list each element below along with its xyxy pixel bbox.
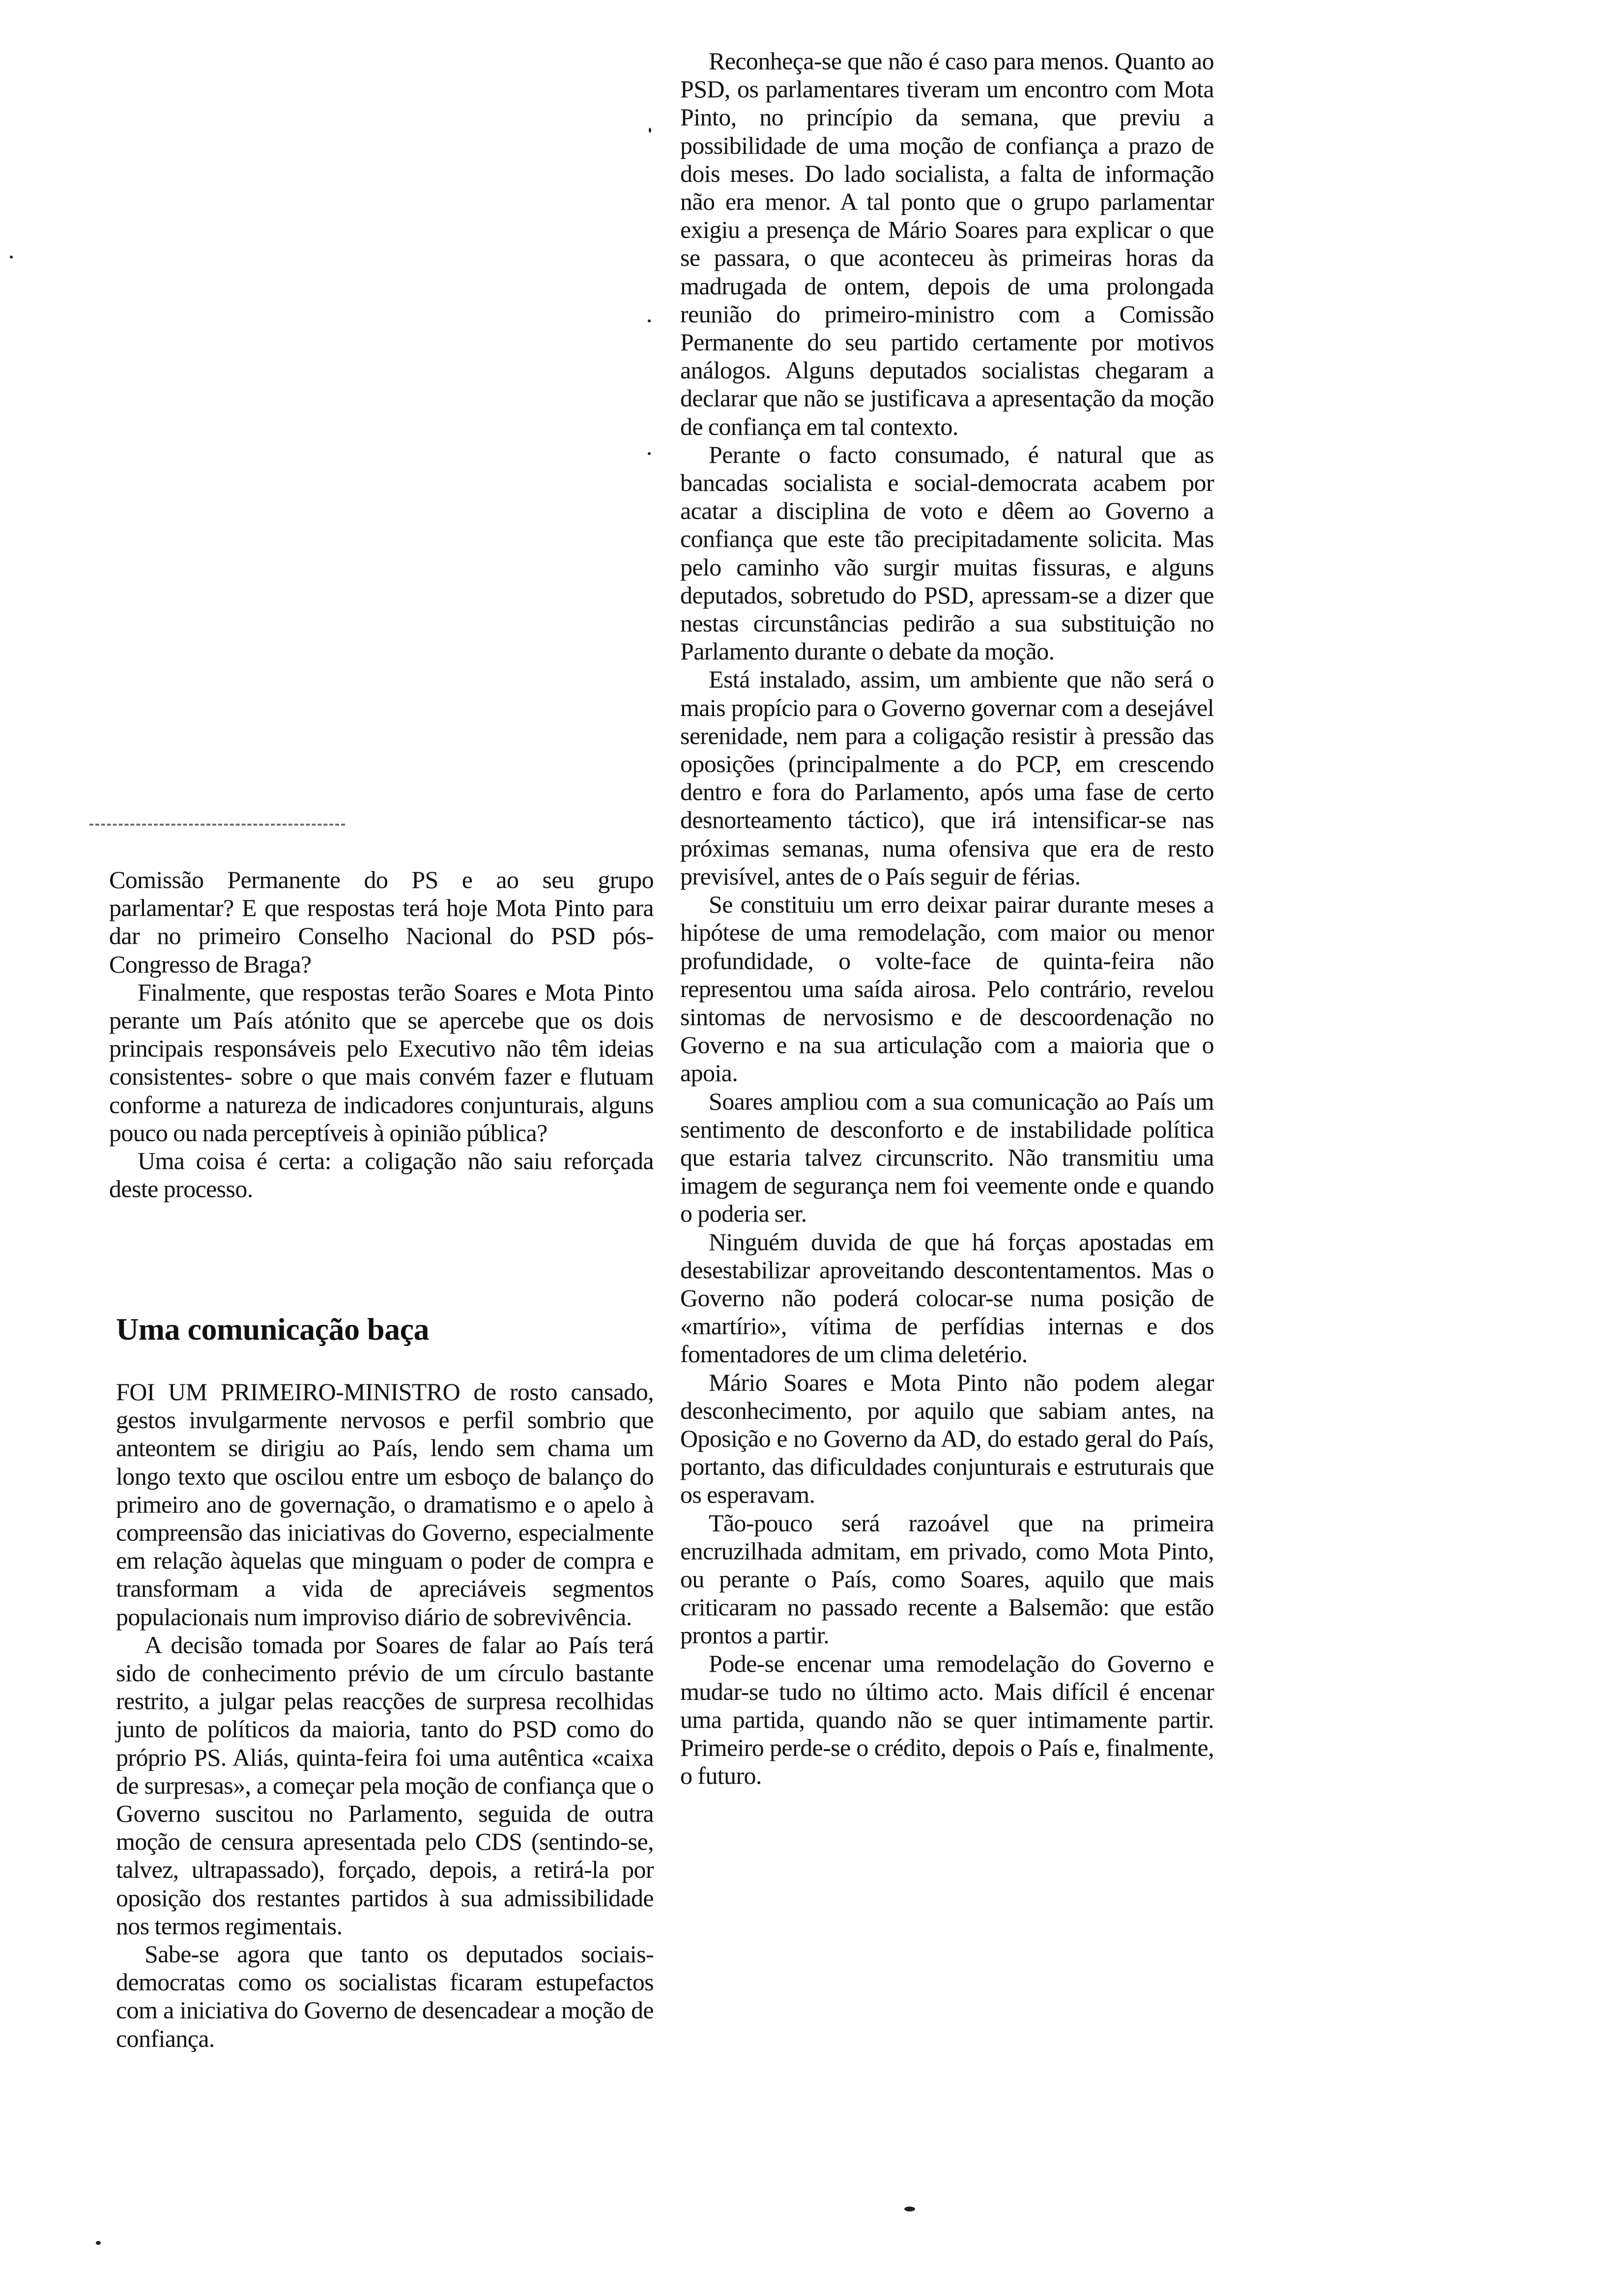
paragraph: Ninguém duvida de que há forças apostadas em desestabilizar aproveitando descontentamentos. Mas o Governo não poderá colocar-se numa posição de «martírio», vítima de perfídias internas e dos fomentadores de um clima deletério.: [680, 1228, 1214, 1368]
lead-paragraph: FOI UM PRIMEIRO-MINISTRO de rosto cansado, gestos invulgarmente nervosos e perfil sombrio que anteontem se dirigiu ao País, lendo sem chama um longo texto que oscilou entre um esboço de balanço do primeiro ano de governação, o dramatismo e o apelo à compreensão das iniciativas do Governo, especialmente em relação àquelas que minguam o poder de compra e transformam a vida de apreciáveis segmentos populacionais num improviso diário de sobrevivência.: [116, 1378, 654, 1631]
scan-speck: [96, 2241, 101, 2245]
paragraph: Finalmente, que respostas terão Soares e Mota Pinto perante um País atónito que se apercebe que os dois principais responsáveis pelo Executivo não têm ideias consistentes- sobre o que mais convém fazer e flutuam conforme a natureza de indicadores conjunturais, alguns pouco ou nada perceptíveis à opinião pública?: [109, 978, 654, 1147]
clipping-edge-rule: [89, 824, 345, 826]
scan-speck: [648, 452, 651, 455]
paragraph: Mário Soares e Mota Pinto não podem alegar desconhecimento, por aquilo que sabiam antes, na Oposição e no Governo da AD, do estado geral do País, portanto, das dificuldades conjunturais e estruturais que os esperavam.: [680, 1368, 1214, 1509]
paragraph: Perante o facto consumado, é natural que as bancadas socialista e social-democrata acabem por acatar a disciplina de voto e dêem ao Governo a confiança que este tão precipitadamente solicita. Mas pelo caminho vão surgir muitas fissuras, e alguns deputados, sobretudo do PSD, apressam-se a dizer que nestas circunstâncias pedirão a sua substituição no Parlamento durante o debate da moção.: [680, 440, 1214, 665]
scan-speck: [904, 2207, 915, 2211]
paragraph: Se constituiu um erro deixar pairar durante meses a hipótese de uma remodelação, com maior ou menor profundidade, o volte-face de quinta-feira não representou uma saída airosa. Pelo contrário, revelou sintomas de nervosismo e de descoordenação no Governo e na sua articulação com a maioria que o apoia.: [680, 890, 1214, 1087]
paragraph: Uma coisa é certa: a coligação não saiu reforçada deste processo.: [109, 1147, 654, 1203]
left-column-continuation: [109, 866, 654, 1203]
scan-speck: [10, 256, 13, 258]
right-column: [680, 47, 1214, 1790]
scan-speck: [649, 128, 651, 133]
paragraph: Sabe-se agora que tanto os deputados sociais-democratas como os socialistas ficaram estupefactos com a iniciativa do Governo de desencadear a moção de confiança.: [116, 1940, 654, 2052]
paragraph: Reconheça-se que não é caso para menos. Quanto ao PSD, os parlamentares tiveram um encontro com Mota Pinto, no princípio da semana, que previu a possibilidade de uma moção de confiança a prazo de dois meses. Do lado socialista, a falta de informação não era menor. A tal ponto que o grupo parlamentar exigiu a presença de Mário Soares para explicar o que se passara, o que aconteceu às primeiras horas da madrugada de ontem, depois de uma prolongada reunião do primeiro-ministro com a Comissão Permanente do seu partido certamente por motivos análogos. Alguns deputados socialistas chegaram a declarar que não se justificava a apresentação da moção de confiança em tal contexto.: [680, 47, 1214, 440]
paragraph: Pode-se encenar uma remodelação do Governo e mudar-se tudo no último acto. Mais difícil é encenar uma partida, quando não se quer intimamente partir. Primeiro perde-se o crédito, depois o País e, finalmente, o futuro.: [680, 1649, 1214, 1790]
scan-speck: [648, 319, 651, 322]
paragraph: Comissão Permanente do PS e ao seu grupo parlamentar? E que respostas terá hoje Mota Pinto para dar no primeiro Conselho Nacional do PSD pós-Congresso de Braga?: [109, 866, 654, 978]
paragraph: Soares ampliou com a sua comunicação ao País um sentimento de desconforto e de instabilidade política que estaria talvez circunscrito. Não transmitiu uma imagem de segurança nem foi veemente onde e quando o poderia ser.: [680, 1087, 1214, 1228]
section-heading: Uma comunicação baça: [116, 1312, 430, 1347]
paragraph: Está instalado, assim, um ambiente que não será o mais propício para o Governo governar com a desejável serenidade, nem para a coligação resistir à pressão das oposições (principalmente a do PCP, em crescendo dentro e fora do Parlamento, após uma fase de certo desnorteamento táctico), que irá intensificar-se nas próximas semanas, numa ofensiva que era de resto previsível, antes de o País seguir de férias.: [680, 665, 1214, 890]
paragraph: A decisão tomada por Soares de falar ao País terá sido de conhecimento prévio de um círculo bastante restrito, a julgar pelas reacções de surpresa recolhidas junto de políticos da maioria, tanto do PSD como do próprio PS. Aliás, quinta-feira foi uma autêntica «caixa de surpresas», a começar pela moção de confiança que o Governo suscitou no Parlamento, seguida de outra moção de censura apresentada pelo CDS (sentindo-se, talvez, ultrapassado), forçado, depois, a retirá-la por oposição dos restantes partidos à sua admissibilidade nos termos regimentais.: [116, 1631, 654, 1940]
paragraph: Tão-pouco será razoável que na primeira encruzilhada admitam, em privado, como Mota Pinto, ou perante o País, como Soares, aquilo que mais criticaram no passado recente a Balsemão: que estão prontos a partir.: [680, 1509, 1214, 1649]
left-column-section-body: [116, 1378, 654, 2053]
